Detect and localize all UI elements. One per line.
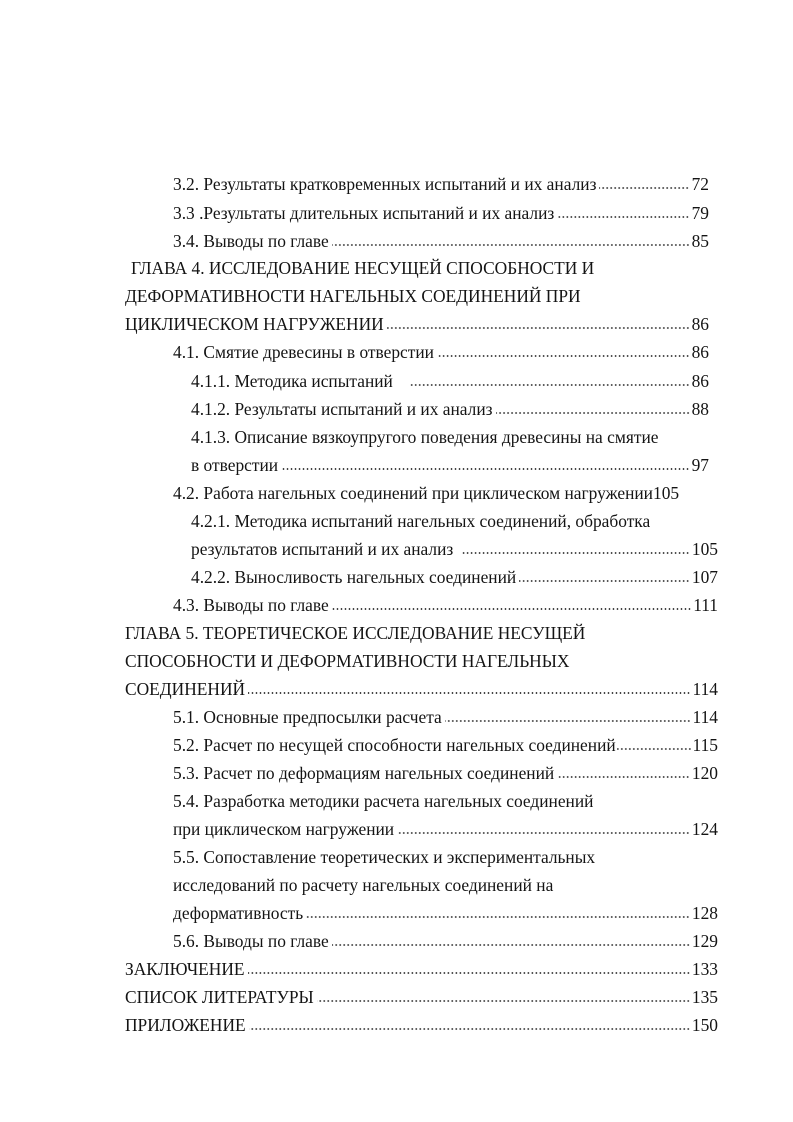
toc-page-number: 128 [691,903,718,923]
toc-entry-title: 4.1.1. Методика испытаний [191,371,393,391]
toc-entry-4-1-3-line1 [191,421,711,447]
toc-entry-references [125,981,718,1007]
toc-entry-conclusion [125,953,718,979]
toc-entry-5-5 [173,897,718,923]
toc-entry-appendix [125,1009,718,1035]
toc-page-number: 120 [691,763,718,783]
toc-entry-title: 4.1.2. Результаты испытаний и их анализ [191,399,493,419]
toc-page-number: 124 [691,819,718,839]
toc-entry-4-1 [173,336,709,362]
toc-leader-dots [437,354,690,358]
toc-entry-5-4-line1 [173,785,713,811]
toc-entry-3-2 [173,168,709,194]
toc-page-number: 79 [691,203,709,223]
toc-page-number: 88 [691,399,709,419]
toc-leader-dots [557,775,690,779]
toc-entry-4-1-3 [191,449,709,475]
toc-entry-title: 3.2. Результаты кратковременных испытаний и их анализ [173,174,597,194]
toc-page-number: 129 [691,931,718,951]
toc-entry-title: 4.2.1. Методика испытаний нагельных соединений, обработка [191,511,651,531]
toc-entry-title: исследований по расчету нагельных соединений на [173,875,554,895]
toc-page-number: 107 [691,567,718,587]
toc-chapter-4 [125,308,709,334]
toc-entry-4-2 [173,477,720,503]
toc-leader-dots [599,186,689,190]
toc-page-number: 97 [691,455,709,475]
toc-entry-4-2-1 [191,533,718,559]
toc-leader-dots [409,383,690,387]
toc-page-number: 86 [691,371,709,391]
toc-page-number: 114 [692,679,718,699]
toc-entry-title: при циклическом нагружении [173,819,395,839]
toc-entry-title: деформативность [173,903,304,923]
toc-entry-title: результатов испытаний и их анализ [191,539,454,559]
toc-entry-title: СПИСОК ЛИТЕРАТУРЫ [125,987,314,1007]
toc-leader-dots [445,719,691,723]
toc-page-number: 133 [691,959,718,979]
toc-entry-4-3 [173,589,718,615]
toc-leader-dots [387,326,690,330]
toc-leader-dots [397,831,690,835]
toc-entry-title: ЗАКЛЮЧЕНИЕ [125,959,245,979]
toc-page-number: 115 [692,735,718,755]
toc-entry-title: 4.2. Работа нагельных соединений при циклическом нагружении [173,483,653,503]
toc-leader-dots [332,243,690,247]
toc-entry-title: ЦИКЛИЧЕСКОМ НАГРУЖЕНИИ [125,314,384,334]
toc-entry-title: 4.2.2. Выносливость нагельных соединений [191,567,517,587]
toc-entry-title: СПОСОБНОСТИ И ДЕФОРМАТИВНОСТИ НАГЕЛЬНЫХ [125,651,570,671]
toc-entry-title: 5.2. Расчет по несущей способности нагельных соединений [173,735,616,755]
toc-chapter-4-line1 [131,252,711,278]
toc-leader-dots [249,1027,690,1031]
toc-entry-title: СОЕДИНЕНИЙ [125,679,246,699]
toc-page-number: 105 [653,483,680,503]
toc-entry-5-2 [173,729,718,755]
toc-entry-3-4 [173,225,709,251]
toc-entry-title: 5.3. Расчет по деформациям нагельных соединений [173,763,555,783]
toc-leader-dots [496,411,690,415]
toc-entry-title: 5.1. Основные предпосылки расчета [173,707,442,727]
toc-chapter-5 [125,673,718,699]
toc-entry-title: 4.3. Выводы по главе [173,595,329,615]
toc-page-number: 85 [691,231,709,251]
toc-entry-4-2-1-line1 [191,505,711,531]
toc-page-number: 86 [691,342,709,362]
toc-leader-dots [332,607,691,611]
toc-page-number: 72 [691,174,709,194]
toc-leader-dots [519,579,690,583]
toc-leader-dots [248,691,690,695]
toc-entry-title: 5.6. Выводы по главе [173,931,329,951]
toc-leader-dots [317,999,690,1003]
toc-entry-title: в отверстии [191,455,279,475]
toc-entry-title: ДЕФОРМАТИВНОСТИ НАГЕЛЬНЫХ СОЕДИНЕНИЙ ПРИ [125,286,581,306]
toc-chapter-4-line2 [125,280,709,306]
toc-page-number: 105 [691,539,718,559]
toc-entry-5-3 [173,757,718,783]
toc-entry-5-4 [173,813,718,839]
toc-entry-title: 4.1.3. Описание вязкоупругого поведения древесины на смятие [191,427,659,447]
toc-leader-dots [557,215,689,219]
toc-chapter-5-line2 [125,645,705,671]
toc-entry-title: ПРИЛОЖЕНИЕ [125,1015,246,1035]
toc-entry-title: 4.1. Смятие древесины в отверстии [173,342,434,362]
toc-entry-4-1-2 [191,393,709,419]
toc-page-number: 111 [693,595,718,615]
toc-entry-title: 3.4. Выводы по главе [173,231,329,251]
toc-leader-dots [248,971,690,975]
toc-entry-5-5-line1 [173,841,713,867]
toc-entry-title: 5.4. Разработка методики расчета нагельных соединений [173,791,594,811]
toc-entry-title: 3.3 .Результаты длительных испытаний и их анализ [173,203,555,223]
toc-leader-dots [462,551,690,555]
toc-leader-dots [332,943,690,947]
toc-leader-dots [617,747,692,751]
toc-chapter-5-line1 [125,617,705,643]
toc-entry-4-1-1 [191,365,709,391]
toc-page-number: 114 [692,707,718,727]
toc-entry-5-6 [173,925,718,951]
toc-page-number: 86 [691,314,709,334]
toc-entry-5-1 [173,701,718,727]
toc-entry-title: 5.5. Сопоставление теоретических и экспериментальных [173,847,596,867]
toc-entry-title: ГЛАВА 5. ТЕОРЕТИЧЕСКОЕ ИССЛЕДОВАНИЕ НЕСУЩЕЙ [125,623,586,643]
toc-entry-title: ГЛАВА 4. ИССЛЕДОВАНИЕ НЕСУЩЕЙ СПОСОБНОСТИ И [131,258,595,278]
toc-entry-5-5-line2 [173,869,713,895]
toc-page-number: 150 [691,1015,718,1035]
toc-page-number: 135 [691,987,718,1007]
toc-leader-dots [281,467,690,471]
toc-entry-3-3 [173,197,709,223]
toc-leader-dots [306,915,690,919]
toc-entry-4-2-2 [191,561,718,587]
